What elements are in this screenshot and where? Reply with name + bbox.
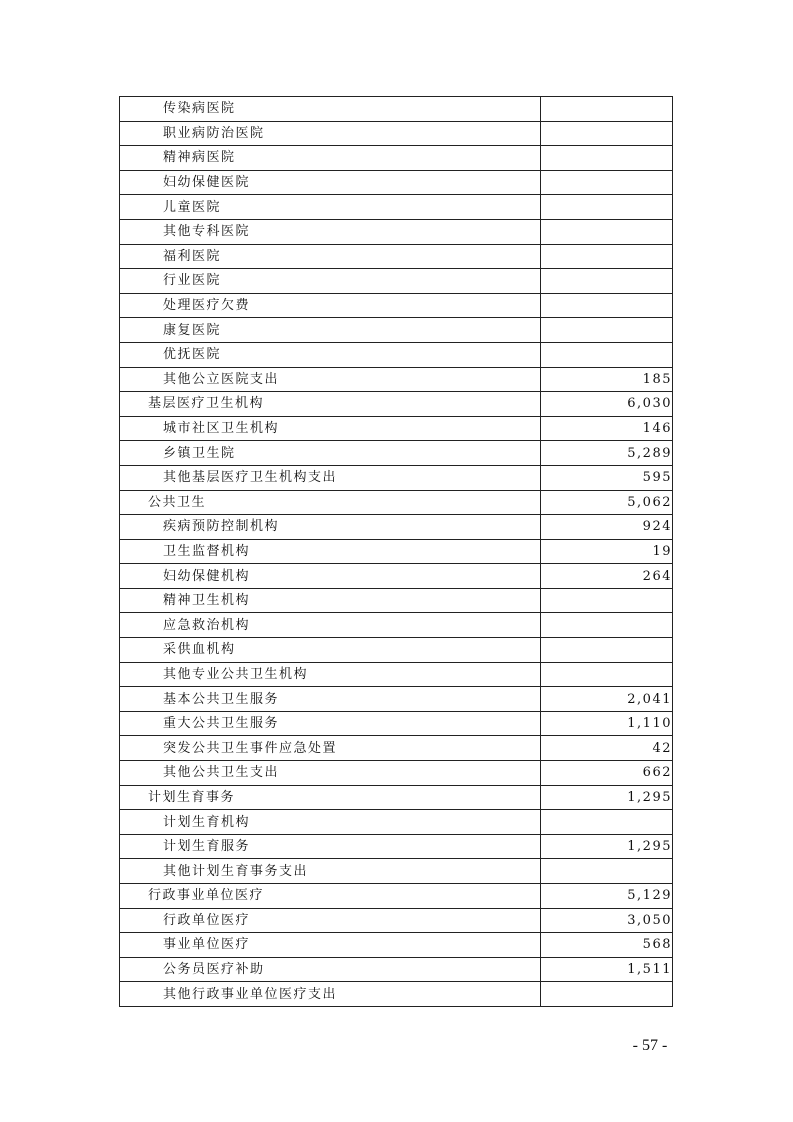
row-value [541,859,673,884]
row-value [541,121,673,146]
row-value: 2,041 [541,687,673,712]
table-row [120,465,673,490]
table-row [120,785,673,810]
table-row [120,121,673,146]
row-value [541,588,673,613]
row-label: 重大公共卫生服务 [120,711,541,736]
row-label: 职业病防治医院 [120,121,541,146]
row-value: 42 [541,736,673,761]
row-label: 其他行政事业单位医疗支出 [120,982,541,1007]
table-row [120,687,673,712]
row-label: 传染病医院 [120,97,541,122]
table-row [120,834,673,859]
row-value [541,244,673,269]
row-value: 5,289 [541,441,673,466]
row-value [541,613,673,638]
row-label: 精神病医院 [120,146,541,171]
row-label: 公共卫生 [120,490,541,515]
row-label: 突发公共卫生事件应急处置 [120,736,541,761]
table-row [120,884,673,909]
table-row [120,564,673,589]
row-label: 卫生监督机构 [120,539,541,564]
row-label: 事业单位医疗 [120,933,541,958]
row-value [541,269,673,294]
row-label: 精神卫生机构 [120,588,541,613]
table-row [120,613,673,638]
row-label: 儿童医院 [120,195,541,220]
table-row [120,269,673,294]
row-value: 185 [541,367,673,392]
table-row [120,588,673,613]
budget-table [119,96,673,1007]
row-label: 福利医院 [120,244,541,269]
table-row [120,293,673,318]
page-number: - 57 - [632,1037,668,1054]
table-row [120,392,673,417]
row-value [541,97,673,122]
table-row [120,761,673,786]
row-value: 3,050 [541,908,673,933]
row-value: 1,110 [541,711,673,736]
row-value: 662 [541,761,673,786]
table-row [120,367,673,392]
table-row [120,97,673,122]
row-value: 5,129 [541,884,673,909]
row-label: 处理医疗欠费 [120,293,541,318]
row-label: 计划生育机构 [120,810,541,835]
row-value: 1,295 [541,834,673,859]
row-label: 其他专科医院 [120,219,541,244]
row-value: 5,062 [541,490,673,515]
table-row [120,441,673,466]
row-label: 妇幼保健机构 [120,564,541,589]
row-label: 其他基层医疗卫生机构支出 [120,465,541,490]
table-row [120,515,673,540]
row-label: 计划生育事务 [120,785,541,810]
row-value [541,293,673,318]
row-value: 146 [541,416,673,441]
row-label: 其他专业公共卫生机构 [120,662,541,687]
table-row [120,146,673,171]
row-value [541,195,673,220]
table-row [120,859,673,884]
table-row [120,539,673,564]
row-value [541,982,673,1007]
row-value [541,638,673,663]
row-label: 其他计划生育事务支出 [120,859,541,884]
row-label: 行政单位医疗 [120,908,541,933]
row-value: 1,511 [541,957,673,982]
row-value: 1,295 [541,785,673,810]
row-label: 城市社区卫生机构 [120,416,541,441]
row-label: 乡镇卫生院 [120,441,541,466]
row-label: 其他公共卫生支出 [120,761,541,786]
row-label: 康复医院 [120,318,541,343]
row-label: 应急救治机构 [120,613,541,638]
table-row [120,416,673,441]
table-row [120,638,673,663]
row-label: 计划生育服务 [120,834,541,859]
row-label: 其他公立医院支出 [120,367,541,392]
row-value [541,342,673,367]
table-row [120,933,673,958]
table-row [120,219,673,244]
row-value [541,318,673,343]
row-value [541,146,673,171]
table-row [120,982,673,1007]
table-row [120,908,673,933]
row-value: 924 [541,515,673,540]
table-row [120,736,673,761]
row-value [541,810,673,835]
row-label: 公务员医疗补助 [120,957,541,982]
table-row [120,318,673,343]
row-label: 妇幼保健医院 [120,170,541,195]
row-label: 采供血机构 [120,638,541,663]
row-label: 疾病预防控制机构 [120,515,541,540]
row-value [541,170,673,195]
row-label: 行政事业单位医疗 [120,884,541,909]
row-label: 优抚医院 [120,342,541,367]
table-row [120,810,673,835]
table-row [120,244,673,269]
row-label: 行业医院 [120,269,541,294]
table-row [120,342,673,367]
table-row [120,170,673,195]
row-value: 595 [541,465,673,490]
row-value: 6,030 [541,392,673,417]
row-value: 568 [541,933,673,958]
table-row [120,957,673,982]
row-label: 基层医疗卫生机构 [120,392,541,417]
row-value: 264 [541,564,673,589]
row-value: 19 [541,539,673,564]
table-row [120,490,673,515]
row-value [541,219,673,244]
table-row [120,711,673,736]
table-row [120,662,673,687]
row-label: 基本公共卫生服务 [120,687,541,712]
table-body [120,97,673,1007]
table-row [120,195,673,220]
row-value [541,662,673,687]
